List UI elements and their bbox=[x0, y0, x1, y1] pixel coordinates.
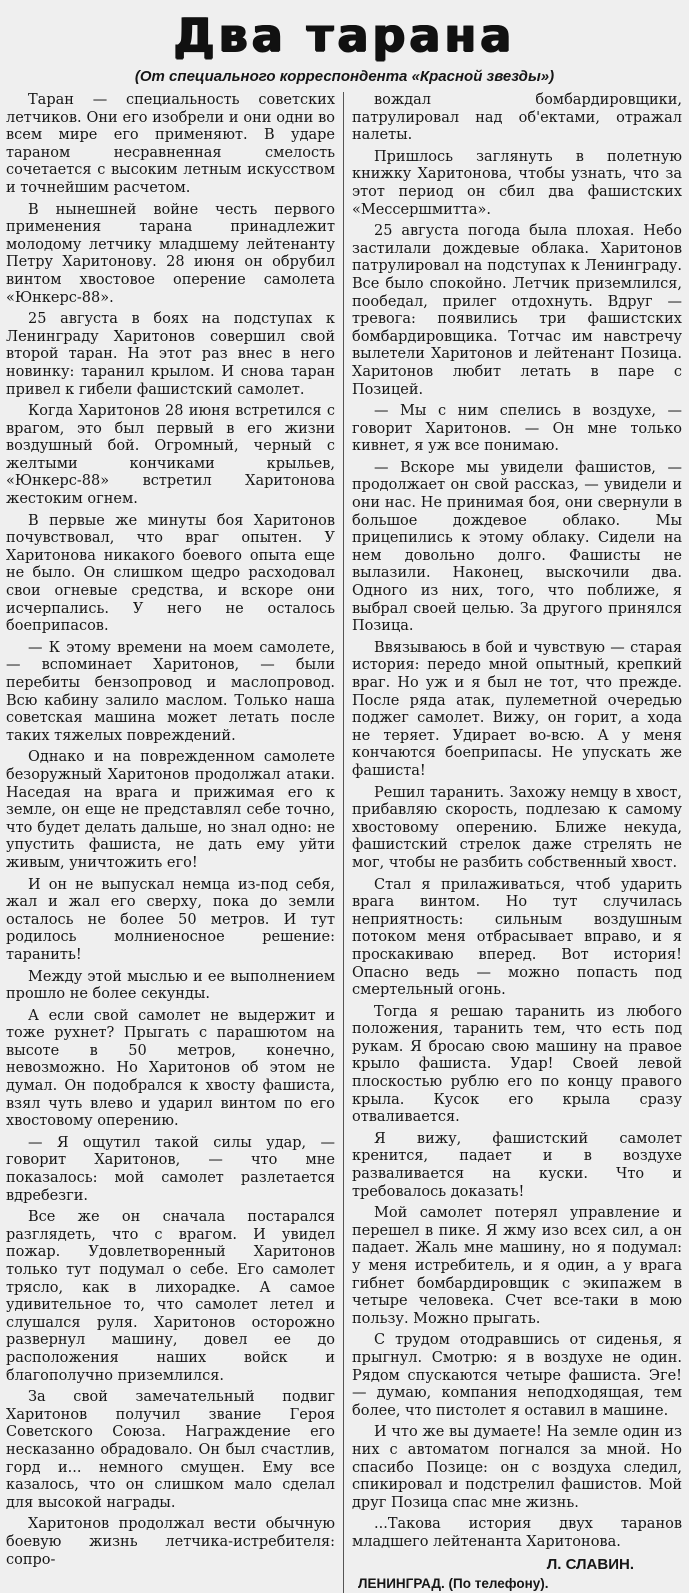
paragraph: Однако и на поврежденном самолете безоружный Харитонов продолжал атаки. Наседая на врага и прижимая его к земле, он еще не представлял себе точно, что будет делать дальше, но знал одно: не упустить фашиста, не дать ему уйти живым, уничтожить его! bbox=[6, 749, 335, 871]
article-headline: Два тарана bbox=[173, 8, 516, 62]
paragraph: Между этой мыслью и ее выполнением прошло не более секунды. bbox=[6, 968, 335, 1003]
paragraph: Когда Харитонов 28 июня встретился с врагом, это был первый в его жизни воздушный бой. Огромный, черный с желтыми кончиками крыльев, «Юнкерс-88» встретил Харитонова жестоким огнем. bbox=[6, 403, 335, 508]
article-body bbox=[6, 92, 683, 1593]
paragraph: В первые же минуты боя Харитонов почувствовал, что враг опытен. У Харитонова никакого боевого опыта еще не было. Он слишком щедро расходовал свои огневые средства, и вскоре они исчерпались. У него не осталось боеприпасов. bbox=[6, 512, 335, 635]
paragraph: — К этому времени на моем самолете, — вспоминает Харитонов, — были перебиты бензопровод и маслопровод. Всю кабину залило маслом. Только наша советская машина может летать после таких тяжелых повреждений. bbox=[6, 639, 335, 744]
paragraph: И он не выпускал немца из-под себя, жал и жал его сверху, пока до земли осталось не более 50 метров. И тут родилось молниеносное решение: таранить! bbox=[6, 876, 335, 963]
paragraph: ...Такова история двух таранов младшего лейтенанта Харитонова. bbox=[352, 1516, 682, 1550]
paragraph: 25 августа погода была плохая. Небо застилали дождевые облака. Харитонов патрулировал на подступах к Ленинграду. Все было спокойно. Летчик приземлился, пообедал, прилег отдохнуть. Вдруг — тревога: появились три фашистских бомбардировщика. Тотчас им навстречу вылетели Харитонов и лейтенант Позица. Харитонов любит летать в паре с Позицей. bbox=[352, 223, 682, 398]
paragraph: За свой замечательный подвиг Харитонов получил звание Героя Советского Союза. Награждение его несказанно обрадовало. Он был счастлив, горд и... немного смущен. Ему все казалось, что он слишком мало сделал для высокой награды. bbox=[6, 1389, 335, 1511]
paragraph: Мой самолет потерял управление и перешел в пике. Я жму изо всех сил, а он падает. Жаль мне машину, но я подумал: у меня истребитель, и я один, а у врага гибнет бомбардировщик с экипажем в четыре человека. Счет все-таки в мою пользу. Можно прыгать. bbox=[352, 1205, 682, 1327]
paragraph: вождал бомбардировщики, патрулировал над об'ектами, отражал налеты. bbox=[352, 92, 682, 144]
paragraph: Тогда я решаю таранить из любого положения, таранить тем, что есть под рукам. Я бросаю свою машину на правое крыло фашиста. Удар! Своей левой плоскостью рублю его по концу правого крыла. Кусок его крыла сразу отваливается. bbox=[352, 1003, 682, 1126]
paragraph: В нынешней войне честь первого применения тарана принадлежит молодому летчику младшему лейтенанту Петру Харитонову. 28 июня он обрубил винтом хвостовое оперение самолета «Юнкерс-88». bbox=[6, 201, 335, 306]
paragraph: Стал я прилаживаться, чтоб ударить врага винтом. Но тут случилась неприятность: сильным воздушным потоком меня отбрасывает вправо, и я проскакиваю вперед. Вот история! Опасно ведь — можно попасть под смертельный огонь. bbox=[352, 876, 682, 999]
author-signature: Л. СЛАВИН. bbox=[546, 1555, 634, 1573]
left-column bbox=[6, 92, 344, 1593]
paragraph: С трудом отодравшись от сиденья, я прыгнул. Смотрю: я в воздухе не один. Рядом спускаются четыре фашиста. Эге! — думаю, компания неподходящая, тем более, что пистолет я оставил в машине. bbox=[352, 1332, 682, 1419]
paragraph: — Мы с ним спелись в воздухе, — говорит Харитонов. — Он мне только кивнет, я уж все понимаю. bbox=[352, 403, 682, 455]
paragraph: Решил таранить. Захожу немцу в хвост, прибавляю скорость, подлезаю к самому хвостовому оперению. Ближе некуда, фашистский стрелок даже стрелять не мог, чтобы не разбить собственный хвост. bbox=[352, 784, 682, 871]
paragraph: Все же он сначала постарался разглядеть, что с врагом. И увидел пожар. Удовлетворенный Харитонов только тут подумал о себе. Его самолет трясло, как в лихорадке. А самое удивительное то, что самолет летел и слушался руля. Харитонов осторожно развернул машину, довел ее до расположения наших войск и благополучно приземлился. bbox=[6, 1209, 335, 1384]
right-column bbox=[344, 92, 682, 1593]
paragraph: Харитонов продолжал вести обычную боевую жизнь летчика-истребителя: сопро- bbox=[6, 1516, 335, 1568]
paragraph: Я вижу, фашистский самолет кренится, падает и в воздухе разваливается на куски. Что и требовалось доказать! bbox=[352, 1130, 682, 1200]
paragraph: И что же вы думаете! На земле один из них с автоматом погнался за мной. Но спасибо Позице: он с воздуха следил, спикировал и подстрелил фашистов. Мой друг Позица спас мне жизнь. bbox=[352, 1424, 682, 1511]
paragraph: — Я ощутил такой силы удар, — говорит Харитонов, — что мне показалось: мой самолет разлетается вдребезги. bbox=[6, 1134, 335, 1204]
paragraph: — Вскоре мы увидели фашистов, — продолжает он свой рассказ, — увидели и они нас. Не принимая боя, они свернули в большое дождевое облако. Мы прицепились к этому облаку. Сидели на нем довольно долго. Фашисты не вылазили. Наконец, выскочили два. Одного из них, того, что поближе, я выбрал своей целью. За другого принялся Позица. bbox=[352, 459, 682, 635]
dateline: ЛЕНИНГРАД. (По телефону). bbox=[358, 1576, 549, 1592]
article-byline-subtitle: (От специального корреспондента «Красной звезды») bbox=[134, 68, 555, 85]
right-column-paragraphs bbox=[352, 92, 682, 1552]
paragraph: А если свой самолет не выдержит и тоже рухнет? Прыгать с парашютом на высоте в 50 метров, конечно, невозможно. Но Харитонов об этом не думал. Он подобрался к хвосту фашиста, взял чуть влево и ударил винтом по его хвостовому оперению. bbox=[6, 1007, 335, 1130]
paragraph: 25 августа в боях на подступах к Ленинграду Харитонов совершил свой второй таран. На этот раз внес в него новинку: таранил крылом. И снова таран привел к гибели фашистский самолет. bbox=[6, 311, 335, 398]
paragraph: Пришлось заглянуть в полетную книжку Харитонова, чтобы узнать, что за этот период он сбил два фашистских «Мессершмитта». bbox=[352, 148, 682, 218]
paragraph: Ввязываюсь в бой и чувствую — старая история: передо мной опытный, крепкий враг. Но уж и я был не тот, что прежде. После ряда атак, пулеметной очередью поджег самолет. Вижу, он горит, а хода не теряет. Удирает во-всю. А у меня кончаются боеприпасы. Не упускать же фашиста! bbox=[352, 639, 682, 779]
paragraph: Таран — специальность советских летчиков. Они его изобрели и они одни во всем мире его применяют. В ударе тараном несравненная смелость сочетается с высоким летным искусством и точнейшим расчетом. bbox=[6, 92, 335, 196]
